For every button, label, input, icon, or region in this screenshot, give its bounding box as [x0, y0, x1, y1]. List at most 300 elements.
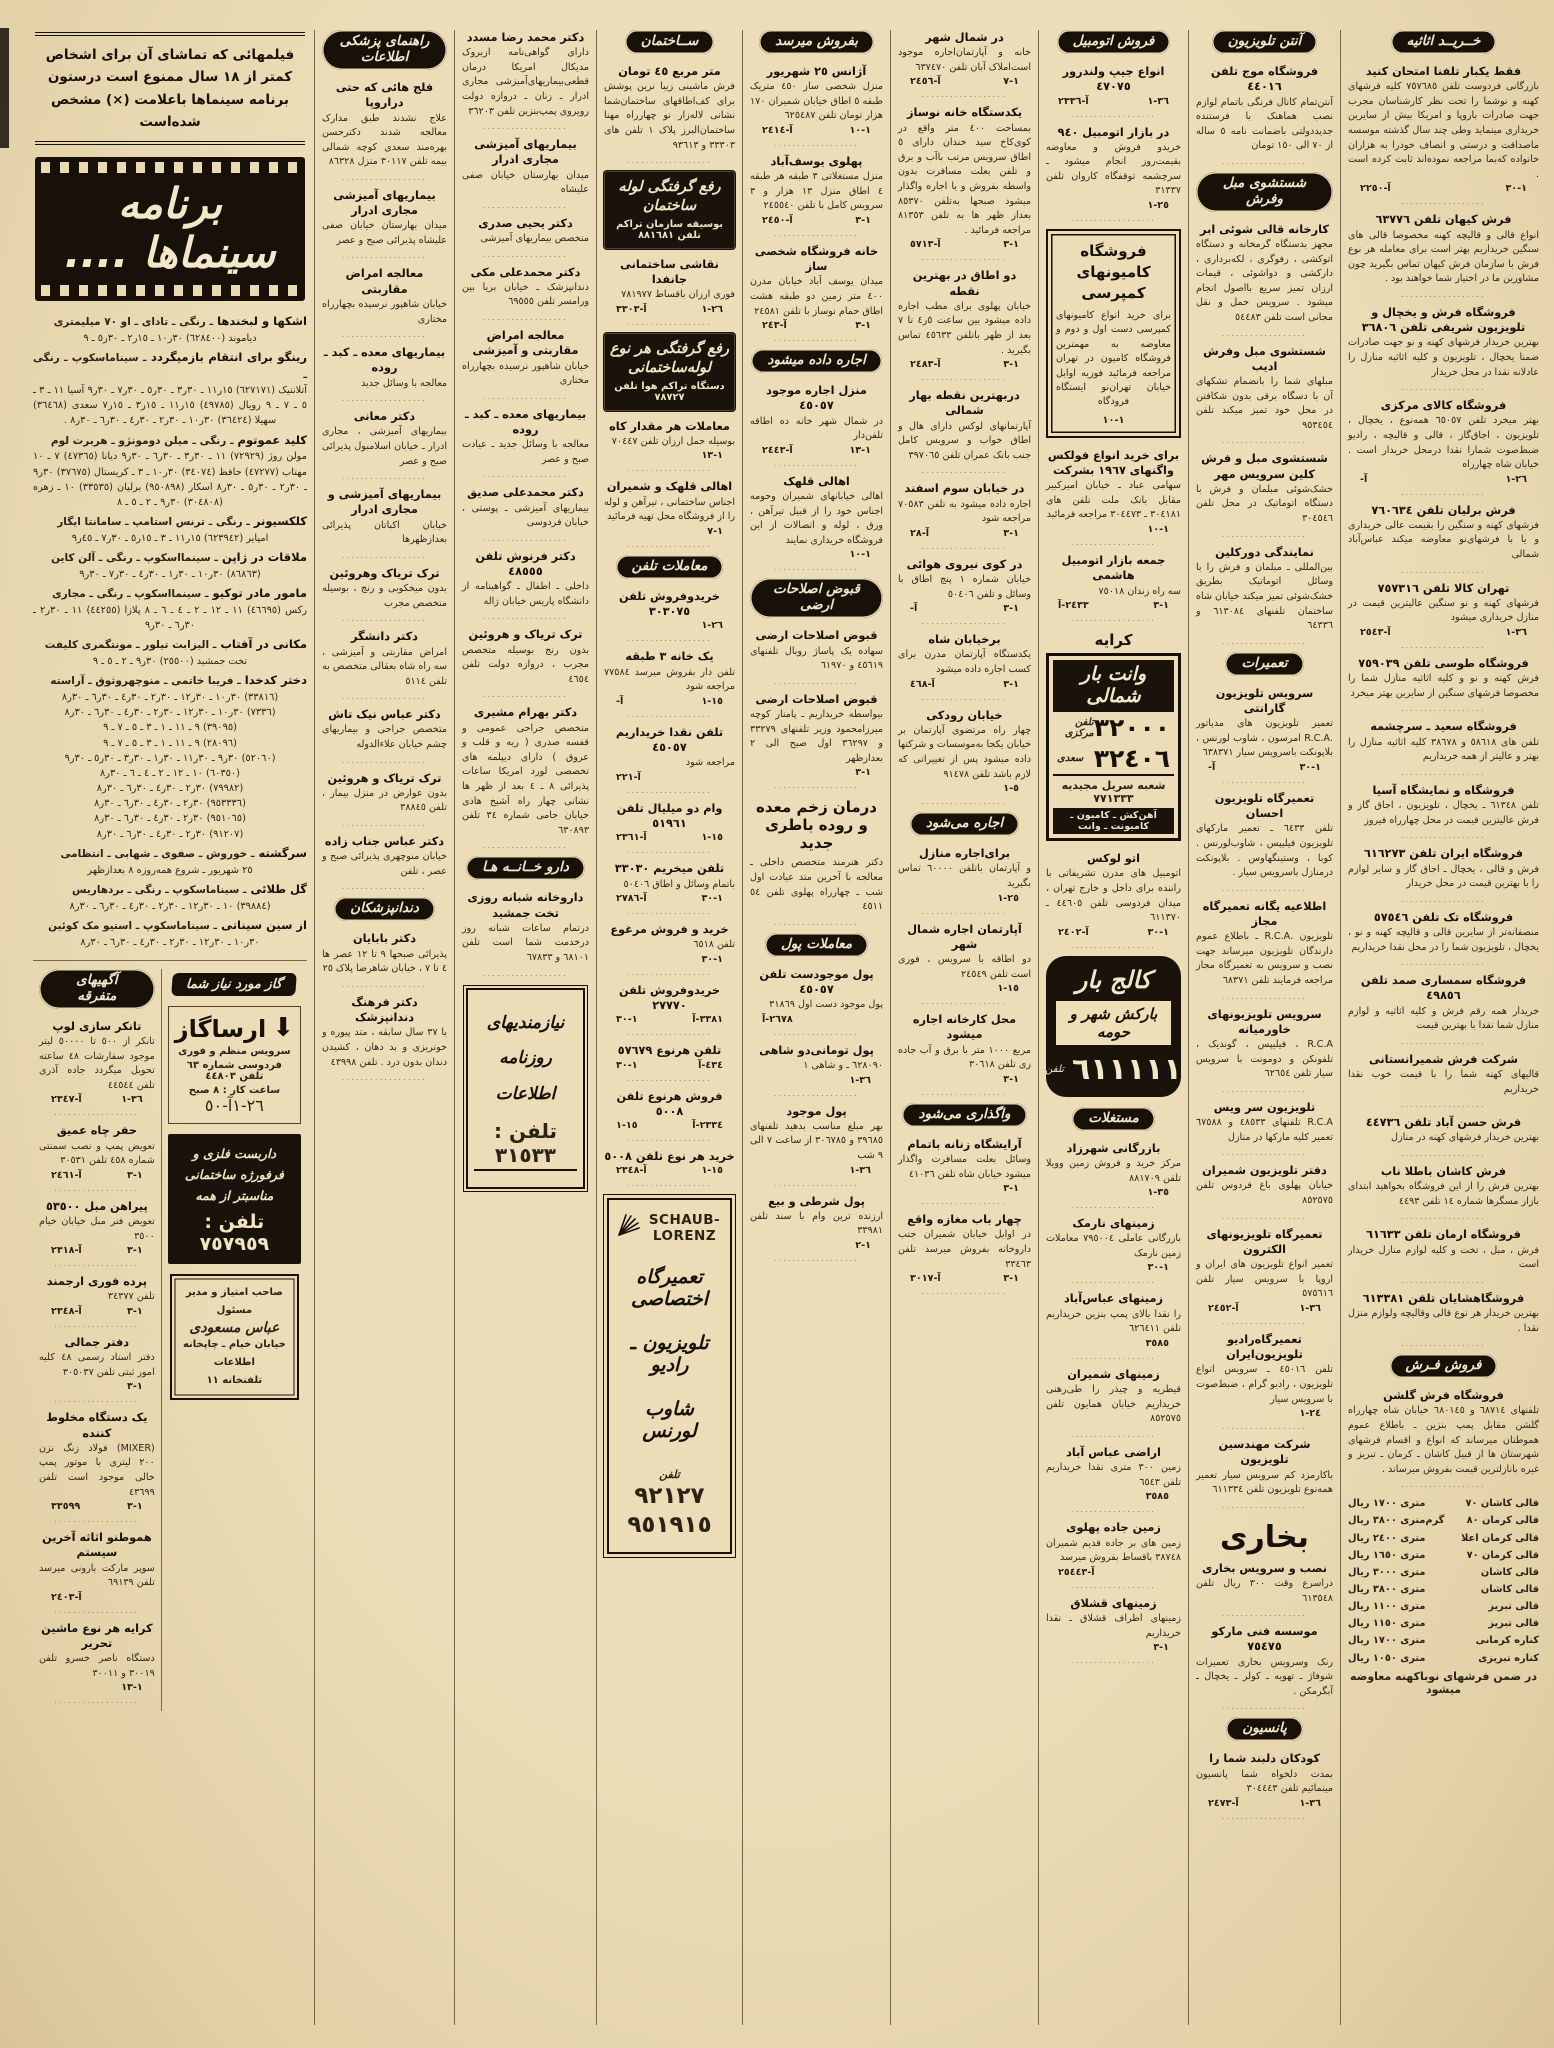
- ad-run-code: ۳-۱: [1003, 603, 1019, 615]
- ad-title: تعمیرگاه تلویزیونهای الکترون: [1206, 1227, 1323, 1256]
- classified-ad: [750, 1194, 883, 1263]
- ad-separator: ..................: [1221, 1424, 1308, 1432]
- ad-body: سهامی عباد ـ خیابان امیرکبیر مقابل بانک ملت تلفن های ۳۰٤۱۸۱ ـ ۳۰٤٤۷۳ مراجعه فرمائید: [1046, 480, 1181, 521]
- column-m2: [454, 30, 596, 2025]
- blackbox-phone: دستگاه تراکم هوا تلفن ۷۸۷۲۷: [614, 380, 725, 403]
- classified-ad: [1348, 581, 1539, 650]
- ad-codes: [750, 1240, 883, 1251]
- classified-ad: [604, 419, 735, 474]
- film-showtimes: (۳۹۰۹٥) ۹ ـ ۱۱ ـ ۱ ـ ۳ ـ ٥ ـ ۷ ـ ۹: [103, 722, 237, 734]
- ad-body: فرشهای کهنه و سنگین را بقیمت عالی خریداری و یا با فرشهای‌نو معاوضه میکند عباس‌آباد شمالی: [1348, 519, 1539, 561]
- ad-run-code: ۱٥-۱: [701, 695, 723, 707]
- ad-title: زمینهای قشلاق: [1070, 1596, 1157, 1610]
- ad-separator: ..................: [773, 565, 860, 573]
- ad-title: فرش حسن آباد تلفن ٤٤۷۳٦: [1365, 1116, 1522, 1130]
- ad-title: یک خانه ۳ طبقه: [625, 650, 714, 664]
- film-heading: [33, 585, 307, 603]
- ad-body: مجهز بدستگاه گرمخانه و دستگاه اتوکشی ، رفوگری ، لکه‌برداری ، دارکشی و دواشوئی ، قیمات ارزان تمیز سریع بااصول انجام میشود . سرویس حمل و نقل مجانی است تلفن ٥٤٤۸۳: [1196, 239, 1333, 323]
- ad-title: فروش هرنوع تلفن ٥۰۰۸: [616, 1089, 723, 1118]
- ad-codes: [1046, 1642, 1181, 1653]
- ad-separator: ..................: [1070, 1203, 1157, 1211]
- ad-title: یکدستگاه خانه نوساز: [906, 106, 1023, 120]
- price-row: [1348, 1512, 1539, 1529]
- film-heading: [33, 432, 307, 450]
- fan-logo-icon: [615, 1213, 641, 1243]
- ad-body: تعمیر تلویزیون های مدیاتور .R.C.A امرسون ، شاوب لورنس ، بلاپونکت باسرویس سیار ٦۳۸۳۷۱: [1196, 718, 1333, 759]
- ad-serial-code: آ-۲۳٦۱: [616, 832, 647, 844]
- price-row: [1348, 1615, 1539, 1632]
- classified-ad: [462, 216, 589, 259]
- ad-separator: ..................: [626, 969, 713, 977]
- section-header-pill: اجاره می‌شود: [910, 812, 1019, 836]
- film-listing: [33, 349, 307, 429]
- ad-separator: ..................: [773, 919, 860, 927]
- film-title: ملاقات در ژاپن: [217, 550, 307, 565]
- film-showtimes: مولن روژ (۷۲۹۲۹) ۱۱ ـ ۳۰ر۳ ـ ۳۰ر٦ ـ ۳۰ر۹ دیانا (٤۷۳٦٥) ۷ ـ ۱۰ مهتاب (٤۷۲۷۷) حافظ (۳٤۰۷٤) ۳۰ر۱۰ ـ ۳ ـ کریستال (۳۷٦۷٥) ۳۰ر۹ ـ ۳۰ر۲ ـ ۳۰ر٥ ـ ۳۰ر۸ اسکار (۹٥۰۸۹۸) برلیان (۳۳٥۳٥) ۱۰ ـ زهره (۳۰٤۸۰۸) ۳۰ر۹ ـ ۲ ـ ٥ ـ ۸: [33, 451, 307, 508]
- carpet-name: قالی کرمان اعلا: [1461, 1532, 1539, 1544]
- ad-separator: ..................: [921, 543, 1008, 551]
- classified-ad: [898, 708, 1031, 807]
- ad-run-code: ۳٦-۱: [1299, 1797, 1321, 1809]
- carpet-name: قالی تبریز: [1488, 1601, 1539, 1613]
- ad-body: خانه و آپارتمان‌اجاره موجود است‌املاک آبان تلفن ٦۳۷٤۷۰: [898, 47, 1031, 73]
- classified-ad: [604, 725, 735, 795]
- classified-ad: [322, 995, 447, 1082]
- classified-ad: [322, 188, 447, 261]
- ad-title: فروشگاه سعید ـ سرچشمه: [1370, 720, 1517, 734]
- carpet-price: متری ۳۸۰۰ ریال: [1348, 1584, 1426, 1596]
- ad-codes: [604, 1060, 735, 1071]
- ad-codes: [898, 603, 1031, 614]
- ad-codes: [604, 1120, 735, 1131]
- ad-body: فرشهای کهنه و نو سنگین عالیترین قیمت در منازل خریداری میشود: [1348, 597, 1539, 624]
- film-listing: [33, 881, 307, 914]
- film-listing: [33, 513, 307, 546]
- classified-ad: [1348, 910, 1539, 967]
- price-row: [1348, 1581, 1539, 1598]
- ad-body: ارزنده ترین وام با سند تلفن ۳۳۹۸۱: [750, 1210, 883, 1237]
- ad-body: مرکز خرید و فروش زمین وویلا تلفن ۸۸۱۷۰۹: [1046, 1157, 1181, 1184]
- ad-body: خیابان پهلوی برای مطب اجاره داده میشود بین ساعت ٥ر٤ تا ۷ بعد از ظهر باتلفن ٤٥٦۳۳ تماس بگیرید .: [898, 300, 1032, 356]
- arsagaz-line-2: فردوسی شماره ٦۳ تلفن ٤٤۸۰۳: [186, 1059, 282, 1082]
- carpet-price: متری ۱۱۰۰ ریال: [1348, 1601, 1426, 1613]
- ad-codes: [604, 832, 735, 843]
- ad-codes: [750, 1014, 883, 1025]
- film-heading: [33, 636, 307, 654]
- price-row: [1348, 1598, 1539, 1615]
- ad-codes: [604, 772, 735, 783]
- film-showtimes: ۲٥ شهریور ـ شروع همه‌روزه ۸ بعدازظهر: [87, 864, 253, 876]
- classified-ad: [898, 1012, 1031, 1097]
- section-header-pill: خــریــد اثاثیه: [1391, 30, 1497, 54]
- classified-ad: [39, 1019, 155, 1118]
- ad-serial-code: آ-۲۷۸٦: [616, 893, 647, 905]
- price-row: [1348, 1650, 1539, 1667]
- ad-title: فرش برلیان تلفن ۷٦۰٦۳٤: [1371, 503, 1516, 517]
- ad-body: فرش کهنه و نو و کلیه اثاثیه منازل شما را مخصوصا فرشهای سنگین از سایرین بهتر میخرد: [1348, 673, 1539, 699]
- section-header-banner: گاز مورد نیاز شما: [172, 973, 298, 996]
- ad-title: در بازار اتومبیل ۹٤۰: [1057, 125, 1170, 139]
- classified-ad: [1196, 1332, 1333, 1431]
- classified-ad: [39, 1621, 155, 1706]
- ad-title: برای خرید انواع فولکس واگنهای ۱۹٦۷ بشرکت: [1047, 448, 1180, 478]
- ad-codes: [1046, 524, 1181, 535]
- classified-ad: [604, 64, 735, 165]
- schaub-brand-row: [615, 1212, 724, 1244]
- ad-run-code: ۷-۱: [707, 525, 723, 537]
- ad-serial-code: آ-۲۲٥۰: [1360, 183, 1391, 195]
- ad-codes: [1046, 600, 1181, 611]
- ad-title: پول موجودست تلفن ٤٥۰٥۷: [759, 967, 874, 996]
- ad-run-code: ۳-۱: [1153, 1642, 1169, 1654]
- ad-body: دکتر هنرمند متخصص داخلی ـ معالجه با آخرین متد عیادت اول شب ـ چهارراه پهلوی تلفن ٥٤ ٤٥۱۱: [750, 857, 883, 913]
- column-m1: [314, 30, 454, 2025]
- ad-title: دو اطاق در بهترین نقطه: [912, 269, 1017, 298]
- ad-separator: ..................: [1221, 885, 1308, 893]
- ad-codes: [898, 893, 1031, 904]
- ad-title: تلفن میخریم ۳۳۰۳۰: [614, 862, 725, 876]
- ad-title: زمینهای عباس‌آباد: [1063, 1292, 1164, 1306]
- ad-separator: ..................: [54, 1698, 140, 1706]
- classified-ad: [1196, 545, 1333, 646]
- scaffold-line-1: داربست فلزی و فرفورژه ساختمانی: [184, 1145, 284, 1182]
- ad-separator: ..................: [626, 466, 713, 474]
- ad-serial-code: آ-۲٥٤۳: [1360, 627, 1391, 639]
- classified-ad: [322, 834, 447, 891]
- ad-serial-code: ۱٥-۱: [616, 1120, 638, 1132]
- ad-title: تعمیرگاه‌رادیو تلویزیون‌ایران: [1226, 1332, 1303, 1362]
- wantads-line: نیازمندیهای: [486, 1012, 565, 1033]
- classified-ad: [898, 268, 1031, 382]
- ad-run-code: ۳٦-۱: [121, 1094, 143, 1106]
- ad-body: اتومبیل های مدرن تشریفاتی با راننده برای داخل و خارج تهران ، میدان فردوسی تلفن ٤٤٦۰٥ ـ ٦۱۱۳۷۰: [1046, 868, 1181, 924]
- ad-run-code: ۱٥-۱: [701, 1165, 723, 1177]
- ad-title: شرکت فرش شمیرانستانی: [1369, 1052, 1518, 1066]
- ad-body: زمینهای اطراف قشلاق ـ نقدا خریداریم: [1046, 1612, 1181, 1639]
- ad-title: خانه فروشگاه شخصی ساز: [754, 244, 879, 274]
- schaub-phone-label: تلفن: [659, 1468, 680, 1482]
- ad-body: بوسیله حمل ارزان تلفن ۷۰٤٤۷: [611, 435, 735, 447]
- display-ad-box: [1046, 229, 1181, 438]
- ad-separator: ..................: [1400, 199, 1487, 207]
- ad-codes: [1046, 1491, 1181, 1502]
- film-title: گل طلائی: [246, 881, 307, 896]
- carpet-name: قالی کاشان: [1480, 1584, 1539, 1596]
- ad-codes: [1196, 1408, 1333, 1419]
- price-row: [1348, 1530, 1539, 1547]
- ad-separator: ..................: [1221, 1704, 1308, 1712]
- ad-run-code: ۱۰-۱: [849, 549, 871, 561]
- ad-separator: ..................: [921, 375, 1008, 383]
- ad-title: زمینهای شمیران: [1067, 1367, 1160, 1381]
- vanet-phone-row: [1053, 712, 1174, 743]
- ad-body: در اوایل خیابان شمیران جنب داروخانه بفروش میرسد تلفن ۳۳٤٦۳: [898, 1229, 1031, 1270]
- ad-title: تانکر سازی لوپ: [52, 1019, 142, 1033]
- ad-body: تلفن دار بفروش میرسد ۷۷٥۸٤ مراجعه شود: [604, 666, 735, 693]
- ad-serial-code: آ-۲۳۳٦: [1058, 95, 1089, 107]
- classified-ad: [1196, 222, 1333, 338]
- film-title: از سین سیناتی: [217, 917, 307, 932]
- classified-ad: [1348, 1115, 1539, 1158]
- ad-title: شستشوی مبل وفرش ادیب: [1203, 344, 1326, 373]
- display-ad-arsagaz: [168, 1006, 301, 1124]
- carpet-name: کناره تبریزی: [1478, 1652, 1539, 1664]
- price-row: [1348, 1495, 1539, 1512]
- classified-ad: [1046, 125, 1181, 224]
- film-showtimes: دیاموند (٦۲۸٤۰۰) ۳۰ر۱۰ ـ ۱٥ر۲ ـ ۳۰ر٥ ـ ۹: [83, 332, 257, 344]
- ad-codes: [604, 526, 735, 537]
- price-list-footnote: در ضمن فرشهای نوباکهنه معاوضه میشود: [1350, 1669, 1537, 1696]
- cinema-programs-banner: [35, 157, 305, 301]
- ad-separator: ..................: [341, 332, 428, 340]
- ad-title: پول شرطی و بیع: [768, 1194, 865, 1208]
- ad-body: بهترین فرش را از این فروشگاه بخواهید ابتدای بازار مسگرها شماره ۱٤ تلفن ٤٤۹۳: [1348, 1181, 1539, 1207]
- ad-title: خیابان رودکی: [926, 708, 1003, 722]
- ad-body: درتمام ساعات شبانه روز درخدمت شما است تلفن ٦۸۱۰۱ و ٦۷۸۳۳: [462, 922, 589, 963]
- vanet-services: آهن‌کش ـ کامیون ـ کامیونت ـ وانت: [1053, 808, 1174, 834]
- ad-separator: ..................: [1070, 616, 1157, 624]
- ad-run-code: ۲۳۳٤-آ: [692, 1120, 723, 1132]
- ad-title: اهالی قلهک و شمیران: [606, 480, 733, 494]
- ad-separator: ..................: [773, 1256, 860, 1263]
- ad-serial-code: آ-: [616, 695, 624, 707]
- ad-title: کارخانه قالی شوئی ابر: [1200, 222, 1329, 236]
- ad-body: تلفن ٦۱۳٤۸ ـ یخچال ، تلویزیون ، اجاق گاز و فرش عالیترین قیمت در محل چهارراه فیروز: [1348, 800, 1539, 826]
- ad-separator: ..................: [1400, 1277, 1487, 1285]
- ad-title: خریدوفروش تلفن ۲۷۷۷۰: [618, 983, 721, 1013]
- ad-title: آرایشگاه زنانه باتمام: [907, 1137, 1022, 1151]
- ad-run-code: ۳-۱: [855, 214, 871, 226]
- film-descriptor: ـ سیناماسکوپ ـ رنگی ـ بردهاریس: [71, 883, 247, 896]
- publisher-imprint-box: [170, 1274, 299, 1400]
- film-listing: [33, 432, 307, 511]
- classified-ad: [1196, 1227, 1333, 1326]
- ad-title: چهار باب مغازه واقع: [907, 1213, 1022, 1227]
- classified-ad: [1196, 1437, 1333, 1510]
- ad-run-code: ۳۰-۱: [701, 953, 723, 965]
- classified-ad: [604, 1043, 735, 1082]
- ad-body: میدان بهارستان خیابان صفی علیشاه: [462, 169, 589, 196]
- classified-ad: [462, 30, 589, 131]
- arsagaz-logo-row: [175, 1015, 294, 1043]
- ad-body: منصفانه‌تر از سایرین قالی و قالیچه کهنه و نو ، یخچال ، تلویزیون شما را در محل نقدا خریداریم: [1348, 926, 1539, 953]
- film-showtimes: (٥۲۰٦۰) ۳۰ر۹ ـ ۳۰ر۱۱ ـ ۳۰ر۱ ـ ۳۰ر۳ ـ ۳۰ر٥ ـ ۳۰ر۹: [64, 752, 276, 764]
- ad-title: پرده فوری ارجمند: [46, 1275, 147, 1289]
- classified-ad: [322, 487, 447, 560]
- ad-body: مراجعه شود: [685, 757, 735, 769]
- ad-body: پذیرائی صبحها ۹ تا ۱۲ عصر ها ٤ تا ۷ ، خیابان شاهرضا پلاک ۲٥: [322, 948, 447, 975]
- ad-body: خیابان پهلوی باغ فردوس تلفن ۸٥۲٥۷٥: [1196, 1180, 1333, 1207]
- ad-separator: ..................: [341, 981, 428, 989]
- ad-separator: ..................: [773, 140, 860, 148]
- ad-body: بدون عوارض در منزل بیمار ، تلفن ۳۸۸٤٥: [322, 787, 447, 814]
- ad-body: انواع قالی و قالیچه کهنه مخصوصا قالی های سنگین خریداریم بهتر است برای معامله هر نوع فرش با سازمان فرش کیهان تماس بگیرید چون مشاورین ما در اختیار شما خواهند بود .: [1348, 229, 1539, 285]
- ad-title: فروشگاه ارمان تلفن ٦۱٦۳۳: [1366, 1228, 1521, 1242]
- classified-ad: [1196, 791, 1333, 893]
- ad-separator: ..................: [341, 884, 428, 892]
- down-arrow-icon: ⬇: [272, 1013, 294, 1044]
- ad-title: نقاشی ساختمانی جانفدا: [620, 257, 719, 287]
- ad-body: علاج نشدند طبق مدارک معالجه شدند دکترحسن بهره‌مند سعدی کوچه شمالی بیمه تلفن ۳۰۱۱۷ منزل ۸٦۳۲۸: [322, 112, 447, 168]
- ad-body: میدان بهارستان خیابان صفی علیشاه پذیرائی صبح و عصر: [322, 220, 447, 246]
- box-body: برای خرید انواع کامیونهای کمپرسی دست اول و دوم و معاوضه به مهمترین فروشگاه کامیون در تهران مراجعه فرمائید فوزیه اوایل خیابان تهران‌نو ایستگاه فرودگاه: [1056, 310, 1171, 408]
- ad-title: دکتر محمد رضا مسدد: [466, 31, 585, 44]
- ad-body: دراسرع وقت ۳۰۰ ریال تلفن ٦۱۳٥٤۸: [1196, 1578, 1333, 1604]
- ad-separator: ..................: [626, 541, 713, 549]
- section-header-pill: فروش اتومبیل: [1057, 30, 1171, 54]
- ad-body: قیطریه و چیذر را طی‌رهنی خریداریم خیابان همایون تلفن ۸٥۲٥۷٥: [1046, 1384, 1181, 1425]
- ad-run-code: ۳٦-۱: [1505, 627, 1527, 639]
- ad-run-code: ۳-۱: [1003, 1183, 1019, 1195]
- ad-separator: ..................: [773, 460, 860, 468]
- ad-body: تلفن های ٥۸٦۱۸ و ۳۸٦۷۸ کلیه اثاثیه منازل را بهتر و عالیتر از همه خریداریم: [1348, 736, 1540, 763]
- ad-separator: ..................: [341, 1075, 428, 1083]
- ad-codes: [898, 76, 1031, 87]
- ad-run-code: ۱۰-۱: [1147, 524, 1169, 536]
- ad-body: خیابان شاهپور نرسیده بچهارراه مختاری: [462, 360, 589, 387]
- carpet-price: متری ۱۰٥۰ ریال: [1348, 1652, 1426, 1664]
- ad-title: محل کارخانه اجاره میشود: [912, 1013, 1017, 1042]
- classified-ad: [1348, 503, 1539, 575]
- ad-body: مربع ۱۰۰۰ متر با برق و آب جاده ری تلفن ۳۰٦۱۸: [898, 1044, 1032, 1071]
- display-ad-ettelaat-wantads: [466, 988, 585, 1189]
- ad-separator: ..................: [626, 1181, 713, 1189]
- ad-title: بازرگانی شهرزاد: [1066, 1141, 1161, 1155]
- classified-ad: [322, 931, 447, 988]
- ad-title: نمایندگی دورکلین: [1215, 545, 1314, 559]
- ad-codes: [175, 1096, 294, 1115]
- ad-serial-code: آ-٥۰: [204, 1095, 233, 1115]
- arsagaz-line-3: ساعت کار : ۸ صبح: [188, 1084, 281, 1096]
- ad-title: فروشگاه فرش گلشن: [1383, 1389, 1504, 1403]
- ad-title: آپارتمان اجاره شمال شهر: [907, 922, 1022, 951]
- ad-body: باکارمزد کم سرویس سیار تعمیر همه‌نوع تلویزیون تلفن ٦۱۱۳۳٤: [1196, 1469, 1333, 1496]
- ad-separator: ..................: [341, 552, 428, 560]
- ad-body: بازرگانی عاملی ۷۹٥۰۰٤ معاملات زمین نارمک: [1046, 1233, 1181, 1259]
- ad-separator: ..................: [921, 255, 1008, 263]
- ad-serial-code: آ-۲٤۸۳: [910, 359, 941, 371]
- classified-ad: [1046, 64, 1181, 119]
- ad-separator: ..................: [626, 1075, 713, 1083]
- classified-ad: [1196, 1163, 1333, 1220]
- ad-serial-code: ۲٦۷۸-آ: [762, 1013, 793, 1025]
- ad-separator: ..................: [626, 636, 713, 644]
- classified-ad: [1046, 448, 1181, 547]
- ad-title: دفتر جمالی: [64, 1335, 130, 1349]
- classified-ad: [1348, 64, 1539, 206]
- classified-ad: [462, 265, 589, 322]
- ad-title: داروخانه شبانه روزی تخت جمشید: [467, 891, 584, 920]
- ad-run-code: ۳٦-۱: [1299, 1302, 1321, 1314]
- ad-body: تانکر از ٥۰۰ تا ٥۰۰۰۰ لیتر موجود سفارشات ٤۸ ساعته تحویل میگردد جاده آذری تلفن ٤٤٥٤٤: [39, 1035, 155, 1091]
- arsagaz-line-1: سرویس منظم و فوری: [178, 1045, 291, 1057]
- ad-codes: [750, 215, 883, 226]
- ad-title: دکتر فرهنگ دندانپزشک: [351, 995, 418, 1025]
- ad-title: کودکان دلبند شما را: [1209, 1752, 1320, 1766]
- film-title: اشکها و لبخندها: [213, 314, 307, 329]
- ad-body: بمساحت ٤۰۰ متر واقع در کوی‌کاخ سید خندان دارای ٥ اطاق سرویس مرتب باآب و برق و تلفن بعلت مسافرت بدون واسطه بفروش و یا اجاره واگذار میشود صبحها به‌تلفن ۸٥۳۷۰ بعداز ظهر ها به تلفن ۸۱۳٥۳ مراجعه فرمائید .: [898, 122, 1032, 236]
- section-header-pill: راهنمای پزشکی اطلاعات: [322, 30, 447, 70]
- classified-ad: [39, 1199, 155, 1268]
- section-title-bold: درمان زخم معده و روده باطری جدید: [756, 798, 877, 853]
- film-showtimes: (۷۹۹۸۲) ۳۰ر۲ ـ ۳۰ر٤ ـ ۳۰ر٦ ـ ۳۰ر۸: [96, 783, 244, 795]
- classified-ad: [1046, 553, 1181, 623]
- ad-separator: ..................: [341, 253, 428, 261]
- kalej-phone-number: ٦۱۱۱۱۱: [1071, 1051, 1182, 1087]
- ad-run-code: ۲٦-۱: [232, 1095, 264, 1115]
- ad-codes: [898, 359, 1031, 370]
- ad-body: فوری ارزان باقساط ۷۸۱۹۷۷: [621, 289, 735, 301]
- classified-ad: [750, 1043, 883, 1098]
- kalej-title: کالج بار: [1075, 965, 1152, 994]
- blackbox-title: رفع گرفتگی لوله ساختمان: [618, 179, 721, 214]
- schaub-line-1: تعمیرگاه اختصاصی: [631, 1266, 708, 1311]
- vanet-phone-label: تلفن مرکزی: [1064, 716, 1094, 739]
- ad-separator: ..................: [1400, 769, 1487, 777]
- ad-body: فرش ، مبل ، تخت و کلیه لوازم منازل خریدار است: [1348, 1244, 1539, 1271]
- ad-run-code: ۱۰-۱: [849, 124, 871, 136]
- display-ad-kalej-bar: [1046, 956, 1181, 1097]
- ad-separator: ..................: [341, 474, 428, 482]
- ad-separator: ..................: [1221, 330, 1308, 338]
- section-header-pill: ســاختمان: [625, 30, 715, 54]
- classified-ad: [1348, 783, 1539, 840]
- ad-codes: [39, 1094, 155, 1105]
- ad-body: امراض مقاربتی و آمیزشی ، سه راه شاه بعقالی متخصص به تلفن ٥۱۱٤: [322, 646, 447, 687]
- classified-ad: [1046, 1367, 1181, 1439]
- classified-ad: [1046, 1596, 1181, 1665]
- ad-serial-code: آ-۲۳٤۷: [51, 1094, 82, 1106]
- ad-body: خیابان شاهپور نرسیده بچهارراه مختاری: [322, 298, 447, 325]
- film-descriptor: ـ رنگی ـ تادای ـ او ۷۰ میلیمتری: [53, 316, 214, 329]
- ad-separator: ..................: [921, 92, 1008, 100]
- display-ad-scaffold: [168, 1134, 301, 1265]
- classified-ad: [322, 771, 447, 828]
- classified-ad: [1046, 1291, 1181, 1360]
- ad-separator: ..................: [341, 694, 428, 702]
- box-title-line: کمپرسی: [1081, 284, 1146, 303]
- classified-ad: [462, 328, 589, 401]
- ad-separator: ..................: [1400, 489, 1487, 497]
- classified-ad: [39, 1410, 155, 1524]
- ad-separator: ..................: [1400, 1214, 1487, 1222]
- classified-ad: [1348, 1164, 1539, 1221]
- ad-title: بیماریهای معده ـ کبد ـ روده: [323, 346, 446, 375]
- ad-serial-code: آ-: [910, 603, 918, 615]
- ad-separator: ..................: [54, 1185, 140, 1193]
- ad-codes: [898, 983, 1031, 994]
- ad-body: معالجه با وسائل جدید ـ عیادت صبح و عصر: [462, 439, 589, 465]
- ad-separator: ..................: [1221, 1213, 1308, 1221]
- ad-separator: ..................: [1400, 706, 1487, 714]
- film-showtimes: (۳۳۸۱٦) ۳۰ر۱۰ ـ ۳۰ر۱۲ ـ ۳۰ر۲ ـ ۳۰ر٤ ـ ۳۰ر٦ ـ ۳۰ر۸: [61, 692, 279, 704]
- ad-codes: [750, 1165, 883, 1176]
- section-header-pill: واگذاری می‌شود: [902, 1103, 1026, 1127]
- ad-title: بیماریهای آمیزشی مجاری ادرار: [333, 188, 436, 218]
- ad-body: بهتر میخرد تلفن ٦٥۰٥۷ همه‌نوع ، یخچال ، تلویزیون ، اجاق‌گاز ، قالی و قالیچه ، رادیو ضبط‌صوت شمارا نقدا درمحل خریدار است . خیابان شاه چهارراه: [1348, 415, 1539, 471]
- underage-film-notice: فیلمهائی که تماشای آن برای اشخاص کمتر از ۱۸ سال ممنوع است درستون برنامه سینماها باعلامت (×) مشخص شده‌است: [35, 32, 305, 145]
- ad-codes: [1046, 1338, 1181, 1349]
- ad-body: سوپر مارکت بارونی میرسد تلفن ٦۹۱۳۹: [39, 1562, 155, 1589]
- ad-body: تلفن ٤٥۰۱٦ ـ سرویس انواع تلویزیون ، رادیو گرام ، ضبط‌صوت با سرویس سیار: [1196, 1364, 1333, 1405]
- ad-separator: ..................: [341, 821, 428, 829]
- film-descriptor: ـ فریبا خاتمی ـ منوچهروثوق ـ آراسته: [50, 675, 241, 688]
- film-descriptor: ـ رنگی ـ میلن دومونژو ـ هربرت لوم: [50, 434, 234, 447]
- ad-separator: ..................: [341, 396, 428, 404]
- ad-separator: ..................: [626, 319, 713, 327]
- column-bf1: [742, 30, 890, 2025]
- ad-codes: [750, 320, 883, 331]
